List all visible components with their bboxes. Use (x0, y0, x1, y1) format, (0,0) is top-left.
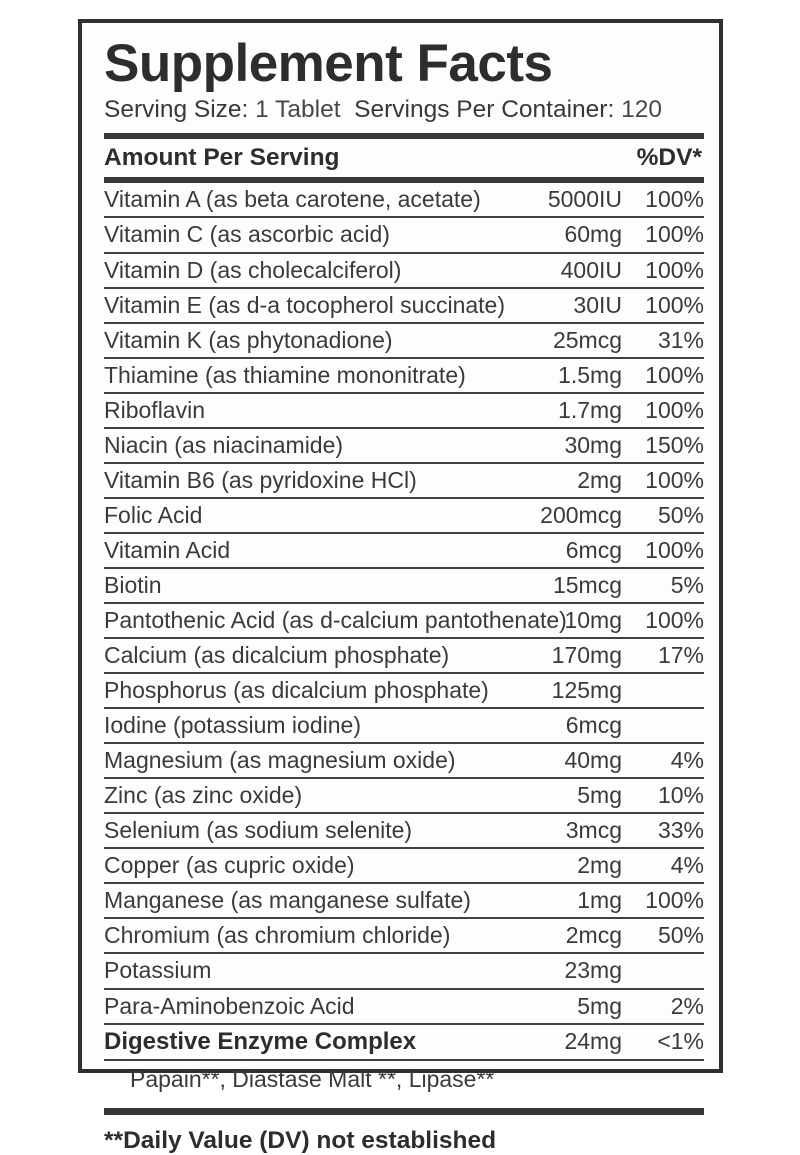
nutrient-daily-value: 5% (622, 568, 704, 603)
table-row (104, 498, 704, 533)
nutrient-amount: 30IU (500, 288, 622, 323)
nutrient-name: Niacin (as niacinamide) (104, 428, 500, 463)
table-row (104, 638, 704, 673)
serving-info (104, 95, 704, 124)
nutrient-amount: 3mcg (500, 813, 622, 848)
table-row (104, 253, 704, 288)
nutrient-daily-value: 100% (622, 183, 704, 217)
nutrient-name: Chromium (as chromium chloride) (104, 918, 500, 953)
nutrient-name: Zinc (as zinc oxide) (104, 778, 500, 813)
table-row (104, 848, 704, 883)
table-row (104, 428, 704, 463)
nutrient-name: Calcium (as dicalcium phosphate) (104, 638, 500, 673)
serving-size-label: Serving Size: (104, 96, 249, 124)
table-row (104, 463, 704, 498)
nutrient-name: Riboflavin (104, 393, 500, 428)
nutrient-daily-value: 100% (622, 217, 704, 252)
nutrient-daily-value: 100% (622, 463, 704, 498)
nutrient-name: Biotin (104, 568, 500, 603)
nutrient-daily-value: 50% (622, 498, 704, 533)
nutrient-table (104, 183, 704, 1098)
nutrient-amount: 1.7mg (500, 393, 622, 428)
table-row (104, 673, 704, 708)
nutrient-amount: 1.5mg (500, 358, 622, 393)
nutrient-amount: 2mg (500, 848, 622, 883)
table-row (104, 217, 704, 252)
nutrient-amount: 5mg (500, 778, 622, 813)
table-row (104, 743, 704, 778)
nutrient-name: Copper (as cupric oxide) (104, 848, 500, 883)
divider-above-footnote (104, 1108, 704, 1115)
nutrient-amount: 5mg (500, 989, 622, 1024)
page-title: Supplement Facts (104, 34, 553, 93)
sub-ingredients-text: Papain**, Diastase Malt **, Lipase** (130, 1065, 495, 1092)
table-row (104, 393, 704, 428)
nutrient-daily-value: 100% (622, 393, 704, 428)
nutrient-daily-value: 2% (622, 989, 704, 1024)
nutrient-name: Vitamin C (as ascorbic acid) (104, 217, 500, 252)
nutrient-amount: 5000IU (500, 183, 622, 217)
nutrient-daily-value: 17% (622, 638, 704, 673)
table-row (104, 883, 704, 918)
nutrient-name: Magnesium (as magnesium oxide) (104, 743, 500, 778)
nutrient-daily-value: 100% (622, 883, 704, 918)
nutrient-name: Iodine (potassium iodine) (104, 708, 500, 743)
nutrient-name: Vitamin D (as cholecalciferol) (104, 253, 500, 288)
nutrient-amount: 2mg (500, 463, 622, 498)
nutrient-daily-value: <1% (622, 1024, 704, 1060)
nutrient-name: Pantothenic Acid (as d-calcium pantothenate) (104, 603, 500, 638)
nutrient-name: Digestive Enzyme Complex (104, 1024, 500, 1060)
table-row (104, 533, 704, 568)
nutrient-amount: 6mcg (500, 533, 622, 568)
nutrient-amount: 2mcg (500, 918, 622, 953)
nutrient-daily-value: 100% (622, 603, 704, 638)
nutrient-daily-value: 50% (622, 918, 704, 953)
nutrient-amount: 400IU (500, 253, 622, 288)
nutrient-daily-value: 100% (622, 253, 704, 288)
table-row (104, 813, 704, 848)
nutrient-amount: 24mg (500, 1024, 622, 1060)
nutrient-daily-value (622, 708, 704, 743)
nutrient-name: Vitamin K (as phytonadione) (104, 323, 500, 358)
nutrient-name: Vitamin B6 (as pyridoxine HCl) (104, 463, 500, 498)
table-row (104, 183, 704, 217)
nutrient-amount: 60mg (500, 217, 622, 252)
nutrient-amount: 40mg (500, 743, 622, 778)
nutrient-name: Vitamin A (as beta carotene, acetate) (104, 183, 500, 217)
table-row (104, 568, 704, 603)
nutrient-amount: 200mcg (500, 498, 622, 533)
table-row (104, 708, 704, 743)
nutrient-daily-value (622, 673, 704, 708)
nutrient-daily-value: 100% (622, 358, 704, 393)
table-row (104, 918, 704, 953)
table-row (104, 323, 704, 358)
nutrient-daily-value: 4% (622, 743, 704, 778)
nutrient-name: Vitamin Acid (104, 533, 500, 568)
nutrient-daily-value: 100% (622, 533, 704, 568)
supplement-facts-panel (78, 19, 723, 1154)
nutrient-amount: 10mg (500, 603, 622, 638)
nutrient-amount: 6mcg (500, 708, 622, 743)
nutrient-name: Selenium (as sodium selenite) (104, 813, 500, 848)
table-row (104, 953, 704, 988)
nutrient-amount: 1mg (500, 883, 622, 918)
sub-ingredients-row (104, 1060, 704, 1099)
nutrient-name: Para-Aminobenzoic Acid (104, 989, 500, 1024)
nutrient-name: Potassium (104, 953, 500, 988)
nutrient-daily-value: 31% (622, 323, 704, 358)
table-row (104, 603, 704, 638)
nutrient-name: Vitamin E (as d-a tocopherol succinate) (104, 288, 500, 323)
table-row (104, 358, 704, 393)
nutrient-amount: 23mg (500, 953, 622, 988)
nutrient-amount: 25mcg (500, 323, 622, 358)
nutrient-amount: 30mg (500, 428, 622, 463)
nutrient-daily-value: 10% (622, 778, 704, 813)
nutrient-name: Manganese (as manganese sulfate) (104, 883, 500, 918)
servings-per-container-value: 120 (621, 96, 662, 124)
nutrient-name: Thiamine (as thiamine mononitrate) (104, 358, 500, 393)
nutrient-name: Folic Acid (104, 498, 500, 533)
nutrient-amount: 125mg (500, 673, 622, 708)
footnote-text: **Daily Value (DV) not established (104, 1126, 497, 1154)
nutrient-amount: 15mcg (500, 568, 622, 603)
nutrient-daily-value: 150% (622, 428, 704, 463)
table-row (104, 288, 704, 323)
nutrient-daily-value: 33% (622, 813, 704, 848)
panel-inner (104, 34, 704, 1155)
table-row (104, 1024, 704, 1060)
amount-per-serving-label: Amount Per Serving (104, 144, 340, 172)
table-row (104, 989, 704, 1024)
table-row (104, 778, 704, 813)
nutrient-daily-value (622, 953, 704, 988)
daily-value-header: %DV* (636, 144, 702, 172)
serving-size-value: 1 Tablet (255, 96, 341, 124)
nutrient-amount: 170mg (500, 638, 622, 673)
servings-per-container-label: Servings Per Container: (354, 96, 615, 124)
nutrient-daily-value: 100% (622, 288, 704, 323)
amount-per-serving-header-row (104, 139, 704, 177)
nutrient-name: Phosphorus (as dicalcium phosphate) (104, 673, 500, 708)
nutrient-daily-value: 4% (622, 848, 704, 883)
